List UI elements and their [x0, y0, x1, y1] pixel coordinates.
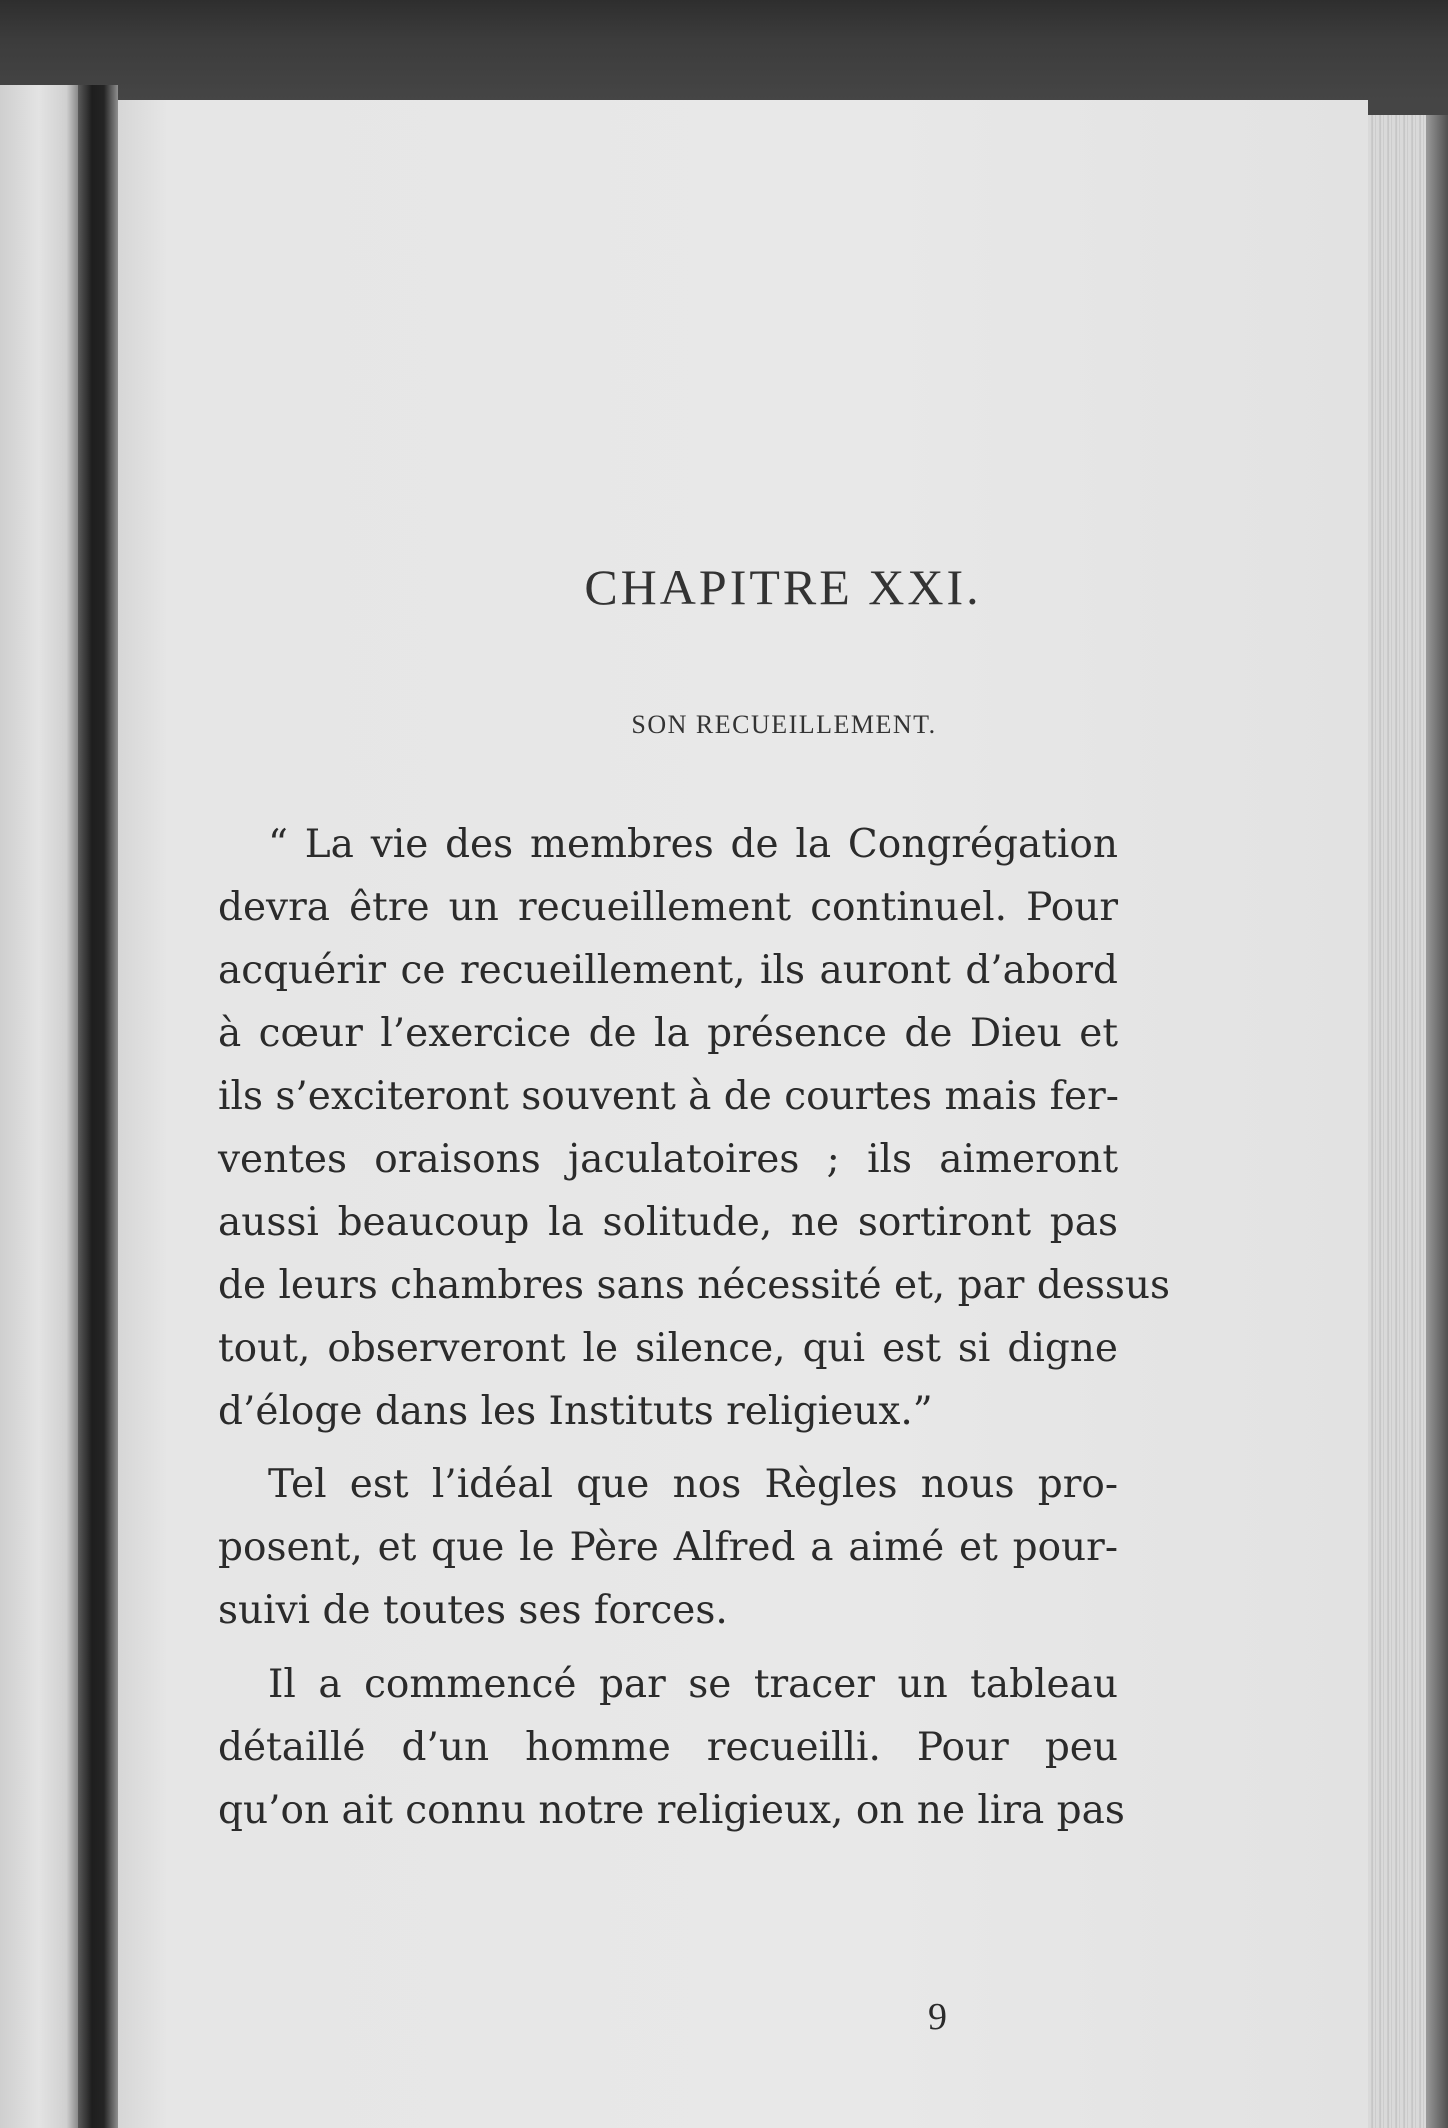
facing-page-edge [0, 85, 78, 2128]
text-line: ils s’exciteront souvent à de courtes mais fer- [218, 1074, 1119, 1119]
book-gutter [78, 85, 118, 2128]
chapter-subtitle: SON RECUEILLEMENT. [631, 710, 937, 739]
text-line: Tel est l’idéal que nos Règles nous pro- [268, 1462, 1118, 1507]
book-page [118, 100, 1368, 2128]
text-line: détaillé d’un homme recueilli. Pour peu [218, 1725, 1118, 1770]
text-line: “ La vie des membres de la Congrégation [268, 822, 1118, 867]
text-line: devra être un recueillement continuel. Pour [218, 885, 1118, 930]
text-line: de leurs chambres sans nécessité et, par dessus [218, 1263, 1171, 1308]
text-line: tout, observeront le silence, qui est si digne [218, 1326, 1118, 1371]
text-line: à cœur l’exercice de la présence de Dieu et [218, 1011, 1118, 1056]
page-number: 9 [928, 1996, 947, 2038]
text-line: aussi beaucoup la solitude, ne sortiront pas [218, 1200, 1118, 1245]
text-line: Il a commencé par se tracer un tableau [268, 1662, 1118, 1707]
text-line: acquérir ce recueillement, ils auront d’abord [218, 948, 1118, 993]
text-line: ventes oraisons jaculatoires ; ils aimeront [218, 1137, 1118, 1182]
chapter-title: CHAPITRE XXI. [584, 559, 982, 615]
text-line: posent, et que le Père Alfred a aimé et pour- [218, 1525, 1118, 1570]
page-stack-edge [1360, 115, 1448, 2128]
text-line: d’éloge dans les Instituts religieux.” [218, 1389, 933, 1434]
text-line: suivi de toutes ses forces. [218, 1588, 728, 1633]
text-line: qu’on ait connu notre religieux, on ne lira pas [218, 1788, 1125, 1833]
